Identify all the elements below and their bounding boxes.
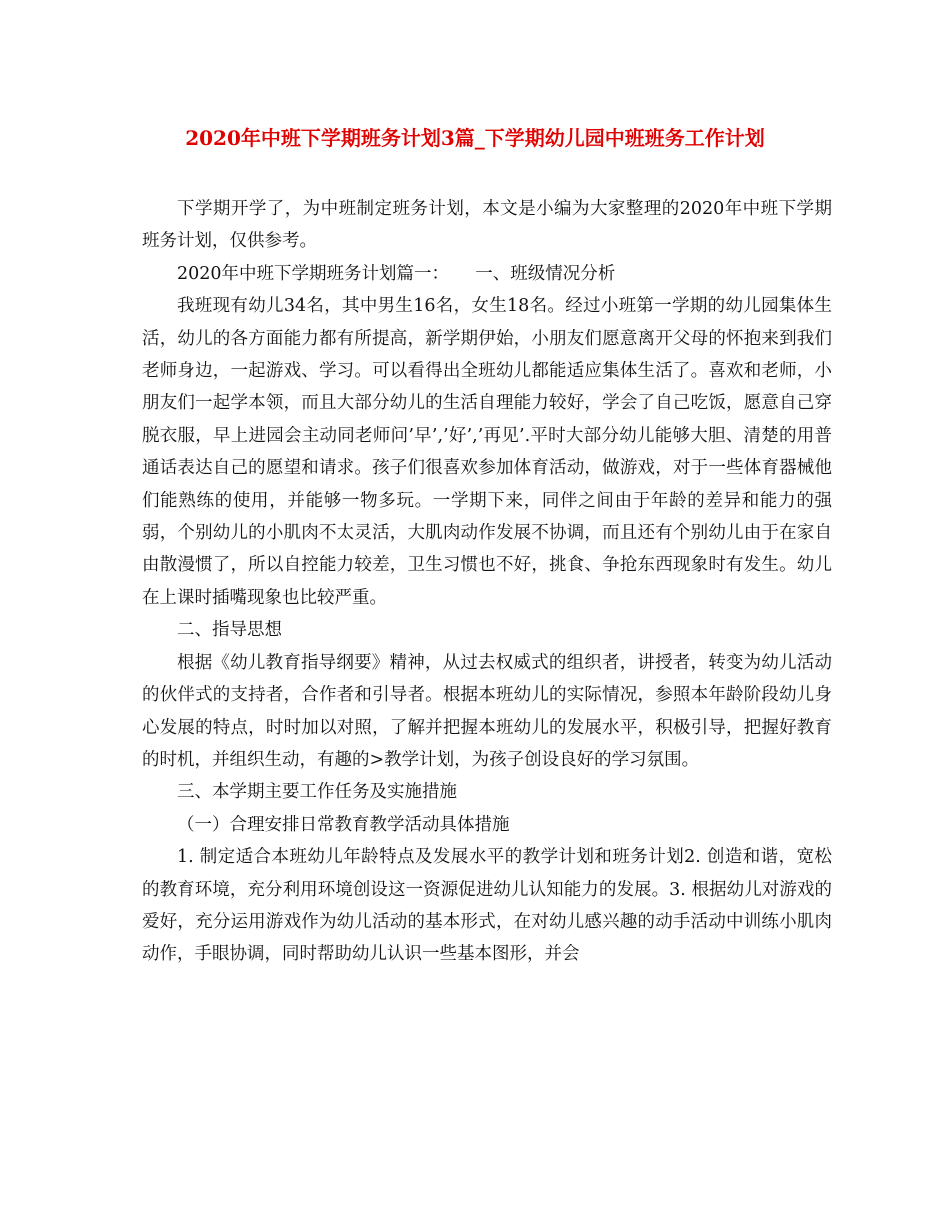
subheading-1: （一）合理安排日常教育教学活动具体措施 <box>177 814 510 835</box>
section-heading-3: 三、本学期主要工作任务及实施措施 <box>177 782 457 803</box>
section-heading-1: 2020年中班下学期班务计划篇一： 一、班级情况分析 <box>177 263 616 284</box>
guiding-thought-paragraph: 根据《幼儿教育指导纲要》精神，从过去权威式的组织者，讲授者，转变为幼儿活动的伙伴式的支持者，合作者和引导者。根据本班幼儿的实际情况，参照本年龄阶段幼儿身心发展的特点，时时加以对照，了解并把握本班幼儿的发展水平，积极引导，把握好教育的时机，并组织生动，有趣的>教学计划，为孩子创设良好的学习氛围。 <box>142 652 832 770</box>
intro-paragraph: 下学期开学了，为中班制定班务计划，本文是小编为大家整理的2020年中班下学期班务计划，仅供参考。 <box>142 199 832 252</box>
measures-paragraph: 1. 制定适合本班幼儿年龄特点及发展水平的教学计划和班务计划2. 创造和谐，宽松的教育环境，充分利用环境创设这一资源促进幼儿认知能力的发展。3. 根据幼儿对游戏的爱好，充分运用游戏作为幼儿活动的基本形式，在对幼儿感兴趣的动手活动中训练小肌肉动作，手眼协调，同时帮助幼儿认识一些基本图形，并会 <box>142 847 832 965</box>
class-analysis-paragraph: 我班现有幼儿34名，其中男生16名，女生18名。经过小班第一学期的幼儿园集体生活，幼儿的各方面能力都有所提高，新学期伊始，小朋友们愿意离开父母的怀抱来到我们老师身边，一起游戏、学习。可以看得出全班幼儿都能适应集体生活了。喜欢和老师，小朋友们一起学本领，而且大部分幼儿的生活自理能力较好，学会了自己吃饭，愿意自己穿脱衣服，早上进园会主动同老师问’早’,’好’,’再见’.平时大部分幼儿能够大胆、清楚的用普通话表达自己的愿望和请求。孩子们很喜欢参加体育活动，做游戏，对于一些体育器械他们能熟练的使用，并能够一物多玩。一学期下来，同伴之间由于年龄的差异和能力的强弱，个别幼儿的小肌肉不太灵活，大肌肉动作发展不协调，而且还有个别幼儿由于在家自由散漫惯了，所以自控能力较差，卫生习惯也不好，挑食、争抢东西现象时有发生。幼儿在上课时插嘴现象也比较严重。 <box>142 296 832 608</box>
document-body <box>142 193 832 971</box>
section-heading-2: 二、指导思想 <box>177 620 282 641</box>
document-title: 2020年中班下学期班务计划3篇_下学期幼儿园中班班务工作计划 <box>185 126 765 150</box>
